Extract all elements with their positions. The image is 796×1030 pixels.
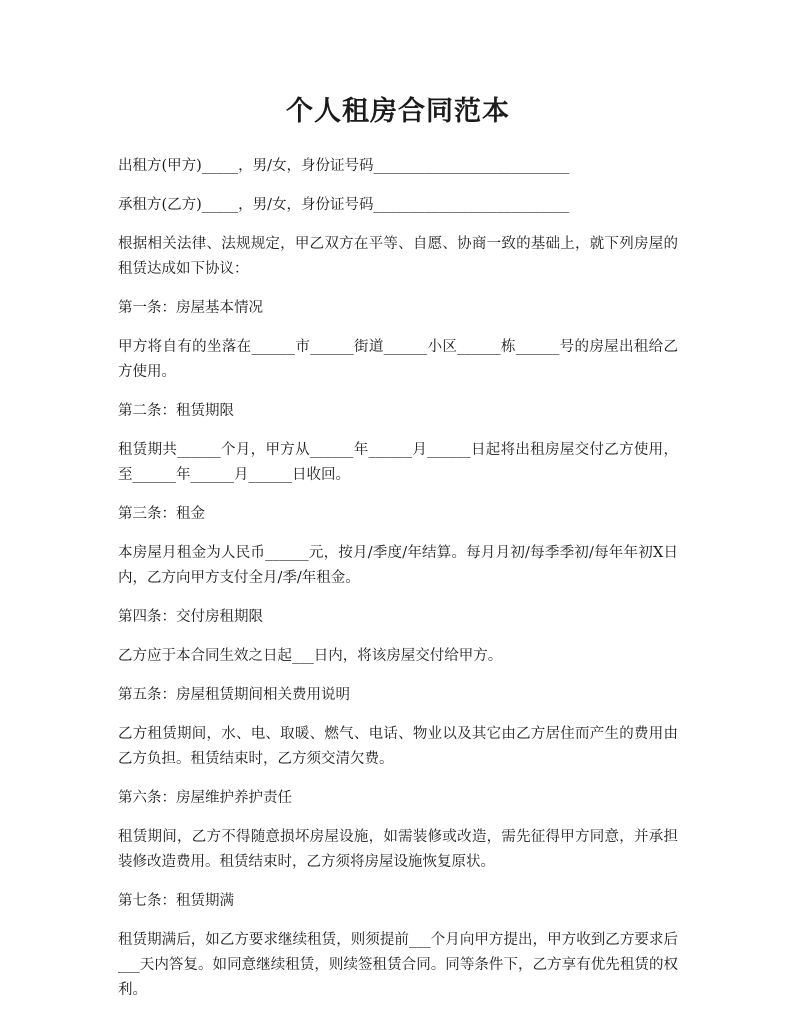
clause-4-heading: 第四条：交付房租期限 [118, 609, 263, 625]
clause-4-body: 乙方应于本合同生效之日起___日内，将该房屋交付给甲方。 [118, 648, 503, 664]
clause-7-heading: 第七条：租赁期满 [118, 893, 234, 909]
clause-5-heading: 第五条：房屋租赁期间相关费用说明 [118, 687, 350, 703]
preamble: 根据相关法律、法规规定，甲乙双方在平等、自愿、协商一致的基础上，就下列房屋的租赁达成如下协议： [118, 236, 678, 277]
document-title: 个人租房合同范本 [286, 96, 510, 127]
clause-6-body: 租赁期间，乙方不得随意损坏房屋设施，如需装修或改造，需先征得甲方同意，并承担装修改造费用。租赁结束时，乙方须将房屋设施恢复原状。 [118, 829, 678, 870]
clause-2-heading: 第二条：租赁期限 [118, 403, 234, 419]
party-b-line: 承租方(乙方)_____，男/女，身份证号码___________________________ [118, 197, 570, 213]
clause-1-body: 甲方将自有的坐落在______市______街道______小区______栋______号的房屋出租给乙方使用。 [118, 339, 678, 380]
party-a-line: 出租方(甲方)_____，男/女，身份证号码___________________________ [118, 158, 570, 174]
clause-6-heading: 第六条：房屋维护养护责任 [118, 790, 292, 806]
clause-1-heading: 第一条：房屋基本情况 [118, 300, 263, 316]
clause-3-body: 本房屋月租金为人民币______元，按月/季度/年结算。每月月初/每季季初/每年年初X日内，乙方向甲方支付全月/季/年租金。 [118, 545, 678, 586]
clause-3-heading: 第三条：租金 [118, 506, 205, 522]
clause-5-body: 乙方租赁期间，水、电、取暖、燃气、电话、物业以及其它由乙方居住而产生的费用由乙方负担。租赁结束时，乙方须交清欠费。 [118, 726, 678, 767]
clause-2-body: 租赁期共______个月，甲方从______年______月______日起将出租房屋交付乙方使用，至______年______月______日收回。 [118, 442, 678, 483]
clause-7-body: 租赁期满后，如乙方要求继续租赁，则须提前___个月向甲方提出，甲方收到乙方要求后___天内答复。如同意继续租赁，则续签租赁合同。同等条件下，乙方享有优先租赁的权利。 [118, 932, 678, 998]
